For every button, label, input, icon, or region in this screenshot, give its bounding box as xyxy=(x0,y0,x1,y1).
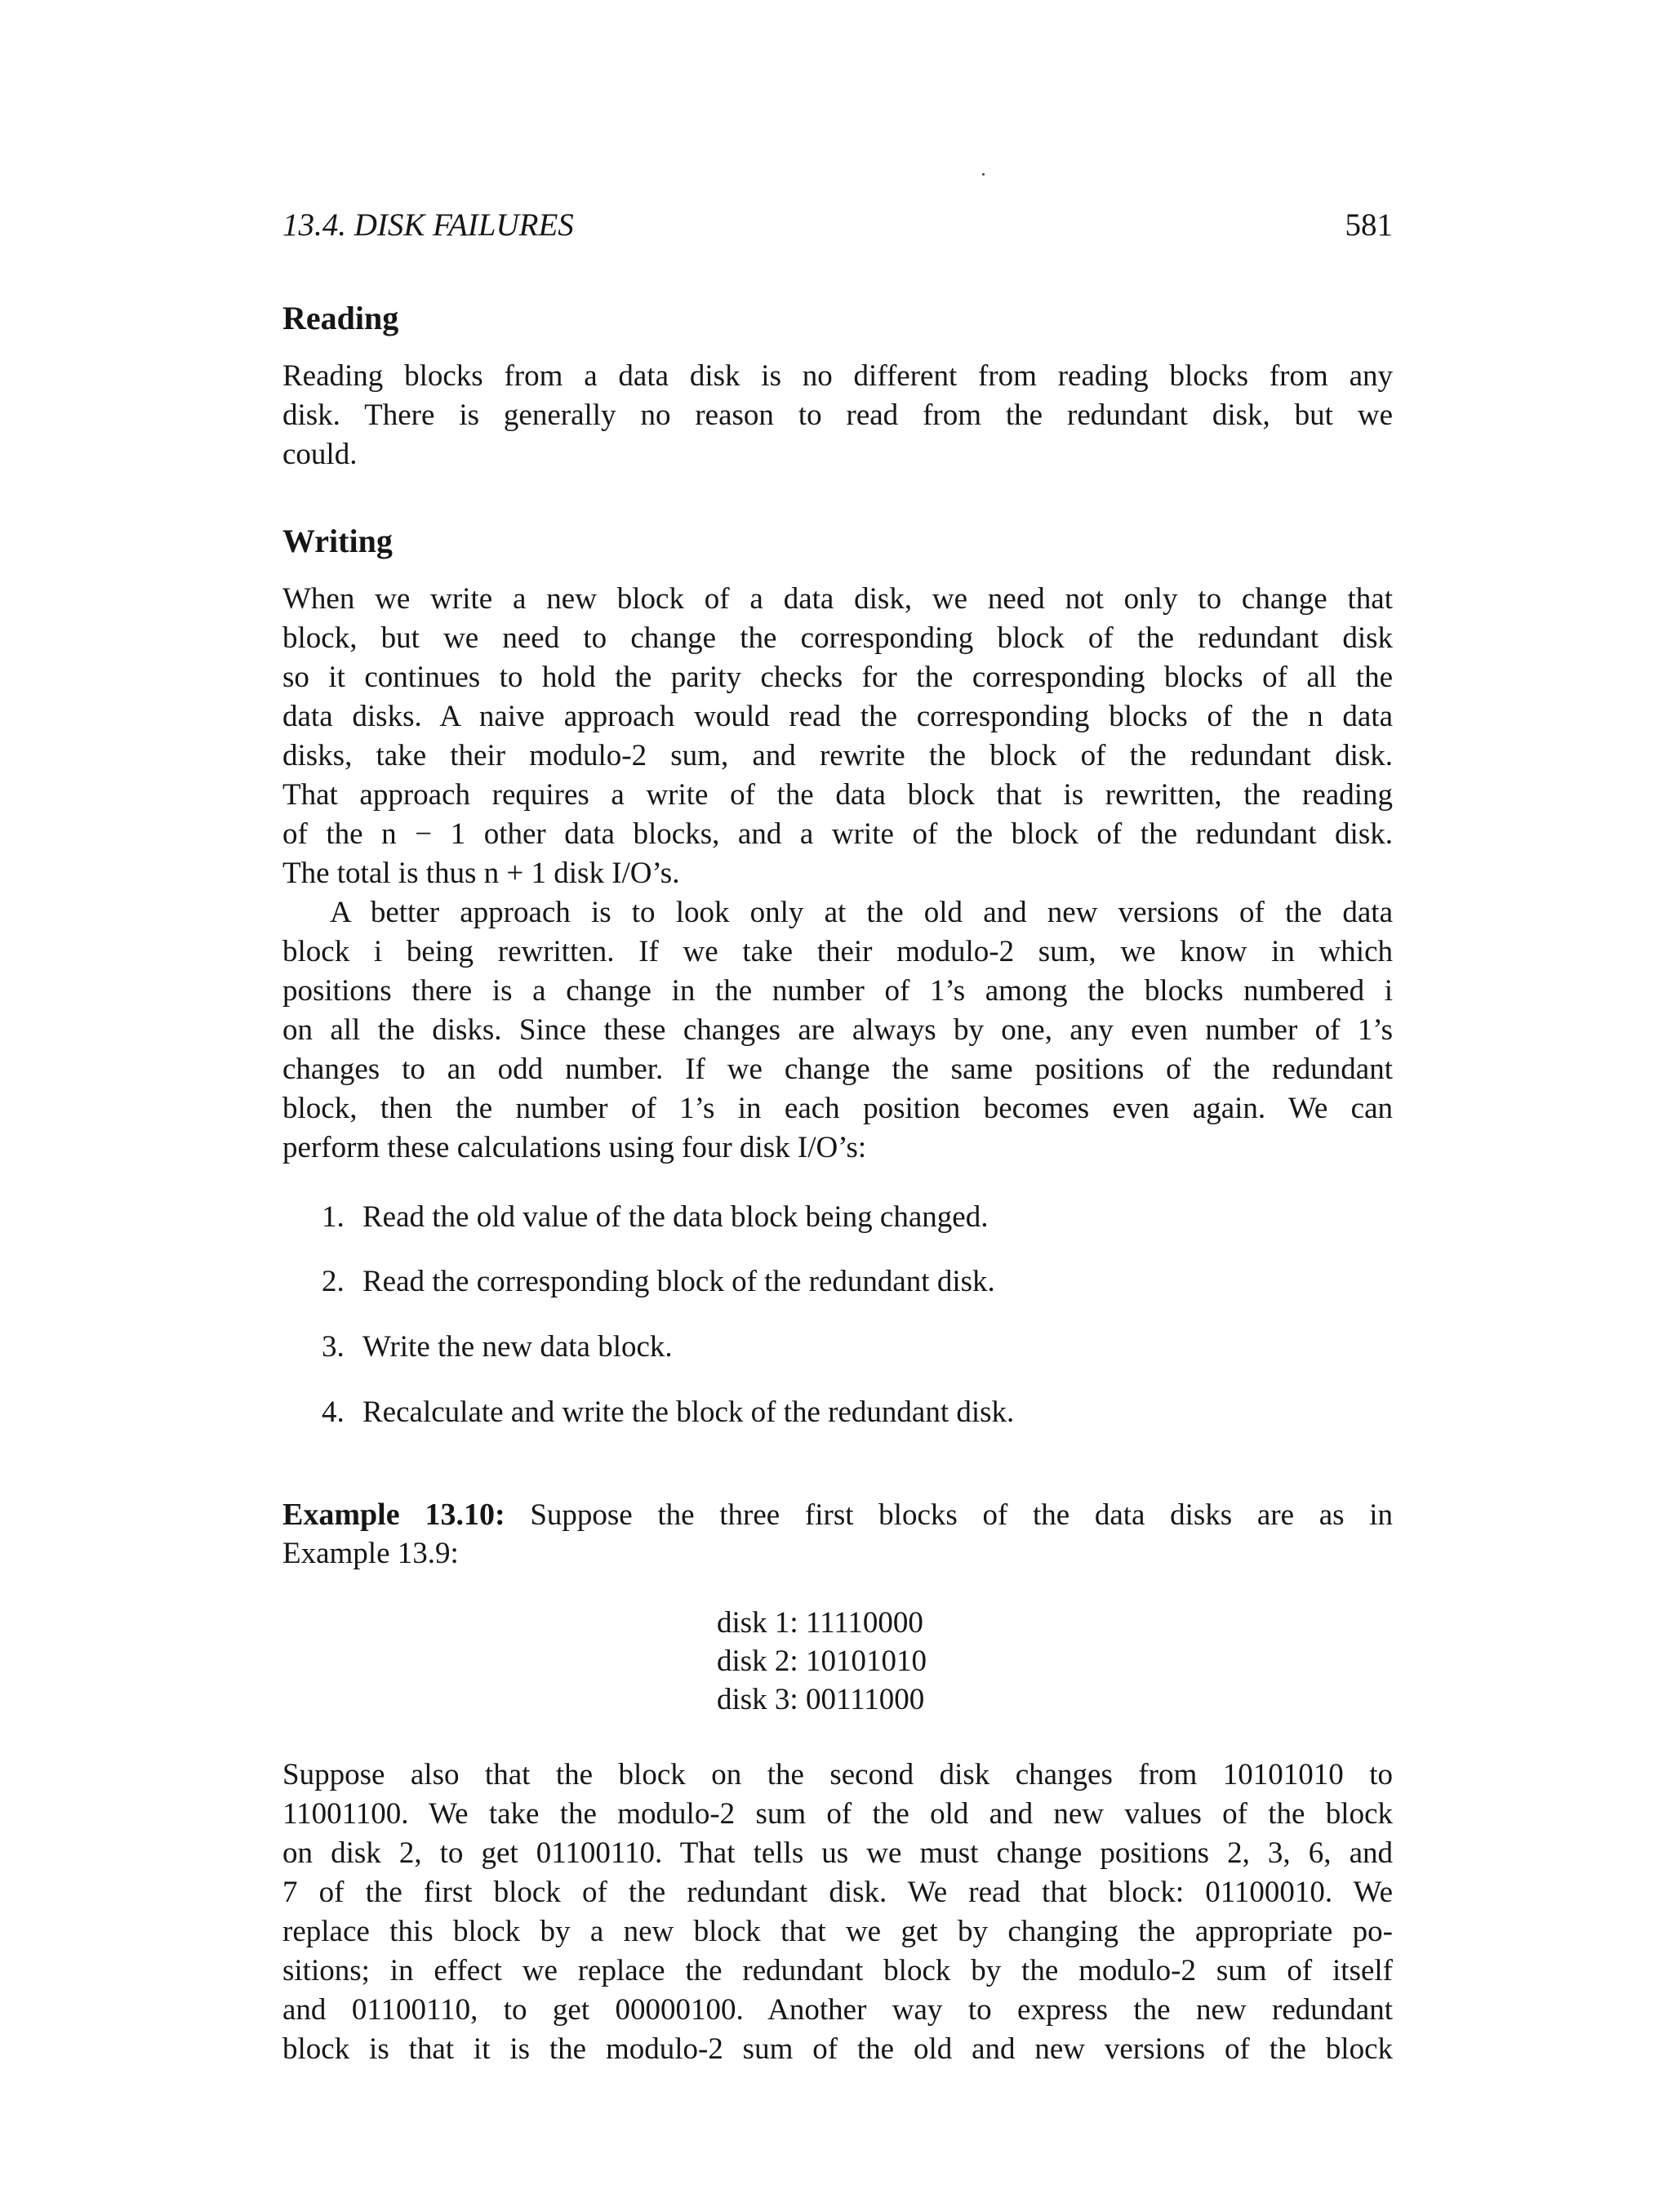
paragraph-line: changes to an odd number. If we change the same positions of the redundant xyxy=(282,1053,1393,1086)
paragraph-line: Reading blocks from a data disk is no different from reading blocks from any xyxy=(282,359,1393,393)
paragraph-line: When we write a new block of a data disk, we need not only to change that xyxy=(282,582,1393,616)
paragraph-line: A better approach is to look only at the old and new versions of the data xyxy=(330,896,1393,929)
paragraph-line: data disks. A naive approach would read the corresponding blocks of the n data xyxy=(282,700,1393,733)
paragraph-line: block, but we need to change the corresponding block of the redundant disk xyxy=(282,621,1393,655)
paragraph-line: disk. There is generally no reason to read from the redundant disk, but we xyxy=(282,398,1393,432)
paragraph-line: sitions; in effect we replace the redundant block by the modulo-2 sum of itself xyxy=(282,1954,1393,1987)
reading-paragraph xyxy=(282,357,1393,474)
example-intro xyxy=(282,1495,1393,1573)
step-text: Write the new data block. xyxy=(362,1330,673,1364)
disk-label: disk 1: xyxy=(717,1606,798,1640)
paragraph-line: on disk 2, to get 01100110. That tells us we must change positions 2, 3, 6, and xyxy=(282,1836,1393,1870)
paragraph-line: 11001100. We take the modulo-2 sum of the old and new values of the block xyxy=(282,1797,1393,1831)
disk-value: 10101010 xyxy=(805,1645,927,1678)
disk-label: disk 3: xyxy=(717,1683,798,1716)
reading-heading: Reading xyxy=(282,300,399,336)
paragraph-line: so it continues to hold the parity checks for the corresponding blocks of all the xyxy=(282,661,1393,694)
disk-row xyxy=(717,1680,927,1719)
example-body xyxy=(282,1756,1393,2069)
step-item xyxy=(322,1393,1014,1432)
disk-row xyxy=(717,1604,927,1642)
step-number: 3. xyxy=(322,1330,345,1364)
disk-value: 11110000 xyxy=(805,1606,923,1640)
paragraph-line: replace this block by a new block that we get by changing the appropriate po- xyxy=(282,1915,1393,1948)
step-number: 4. xyxy=(322,1395,345,1429)
example-intro-text: Suppose the three first blocks of the data disks are as in xyxy=(530,1498,1394,1532)
step-text: Recalculate and write the block of the redundant disk. xyxy=(362,1395,1015,1429)
example-intro-line: Example 13.9: xyxy=(282,1537,459,1570)
step-item xyxy=(322,1328,673,1367)
writing-heading: Writing xyxy=(282,523,393,559)
step-number: 2. xyxy=(322,1265,345,1298)
running-head xyxy=(282,203,1393,248)
paragraph-line: positions there is a change in the number of 1’s among the blocks numbered i xyxy=(282,974,1393,1008)
paragraph-line: of the n − 1 other data blocks, and a write of the block of the redundant disk. xyxy=(282,817,1393,851)
writing-paragraph-2 xyxy=(282,893,1393,1168)
step-item xyxy=(322,1262,995,1302)
paragraph-line: block, then the number of 1’s in each position becomes even again. We can xyxy=(282,1092,1393,1125)
paragraph-line: 7 of the first block of the redundant disk. We read that block: 01100010. We xyxy=(282,1876,1393,1909)
page-number: 581 xyxy=(1345,207,1393,243)
section-title: 13.4. DISK FAILURES xyxy=(282,207,574,243)
disk-value: 00111000 xyxy=(805,1683,925,1716)
paragraph-line: on all the disks. Since these changes are always by one, any even number of 1’s xyxy=(282,1013,1393,1047)
disk-label: disk 2: xyxy=(717,1645,798,1678)
paragraph-line: perform these calculations using four disk I/O’s: xyxy=(282,1131,867,1164)
example-label: Example 13.10: xyxy=(282,1498,505,1532)
paragraph-line: The total is thus n + 1 disk I/O’s. xyxy=(282,857,680,890)
example-intro-line xyxy=(282,1495,1393,1534)
paragraph-line: could. xyxy=(282,438,358,471)
paragraph-line: disks, take their modulo-2 sum, and rewrite the block of the redundant disk. xyxy=(282,739,1393,772)
paragraph-line: Suppose also that the block on the second disk changes from 10101010 to xyxy=(282,1758,1393,1791)
step-text: Read the old value of the data block being changed. xyxy=(362,1200,989,1234)
paragraph-line: block i being rewritten. If we take their modulo-2 sum, we know in which xyxy=(282,935,1393,968)
writing-paragraph-1 xyxy=(282,580,1393,893)
paragraph-line: That approach requires a write of the data block that is rewritten, the reading xyxy=(282,778,1393,812)
step-text: Read the corresponding block of the redundant disk. xyxy=(362,1265,995,1298)
disk-values-table xyxy=(717,1604,927,1719)
scan-speck xyxy=(982,173,985,176)
step-number: 1. xyxy=(322,1200,345,1234)
paragraph-line: and 01100110, to get 00000100. Another way to express the new redundant xyxy=(282,1993,1393,2027)
step-item xyxy=(322,1198,988,1237)
disk-row xyxy=(717,1642,927,1680)
paragraph-line: block is that it is the modulo-2 sum of the old and new versions of the block xyxy=(282,2032,1393,2066)
